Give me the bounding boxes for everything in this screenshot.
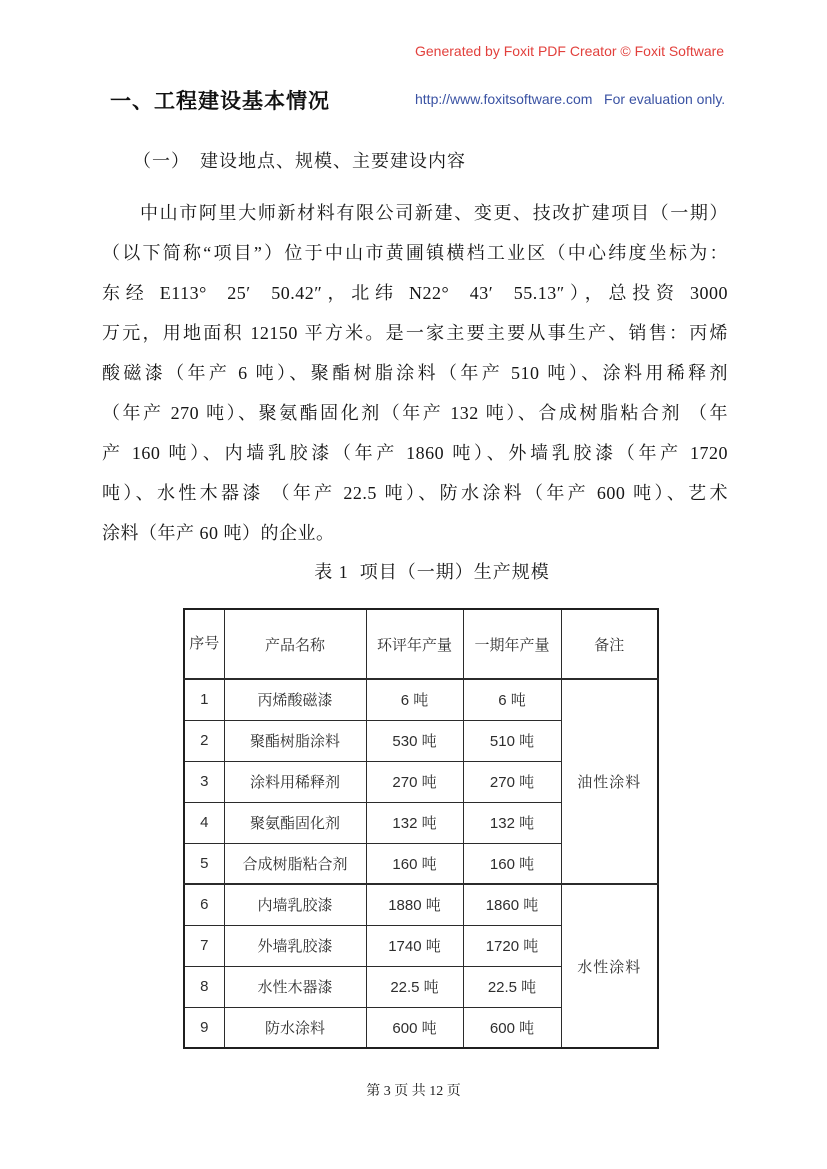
- header-product-name: 产品名称: [224, 609, 366, 679]
- section-heading: 一、工程建设基本情况: [110, 90, 330, 113]
- paragraph-line: 涂料（年产 60 吨）的企业。: [102, 523, 335, 543]
- table-caption: 表 1 项目（一期）生产规模: [314, 562, 550, 582]
- paragraph-line: 东经 E113° 25′ 50.42″，北纬 N22° 43′ 55.13″），总投资 3000: [102, 283, 728, 303]
- cell-product: 防水涂料: [224, 1007, 366, 1048]
- cell-serial: 8: [184, 966, 224, 1007]
- table-row: [184, 679, 658, 720]
- cell-phase1-output: 600 吨: [463, 1007, 561, 1048]
- cell-eia-output: 1740 吨: [366, 925, 463, 966]
- cell-phase1-output: 270 吨: [463, 761, 561, 802]
- cell-serial: 2: [184, 720, 224, 761]
- cell-eia-output: 22.5 吨: [366, 966, 463, 1007]
- cell-serial: 5: [184, 843, 224, 884]
- cell-product: 丙烯酸磁漆: [224, 679, 366, 720]
- credit-line-generated-by: Generated by Foxit PDF Creator © Foxit Software: [415, 43, 725, 59]
- table-row: [184, 884, 658, 925]
- header-phase1-annual-output: 一期年产量: [463, 609, 561, 679]
- header-serial-number: 序号: [184, 609, 224, 679]
- cell-phase1-output: 510 吨: [463, 720, 561, 761]
- cell-serial: 4: [184, 802, 224, 843]
- page-number: 第 3 页 共 12 页: [366, 1084, 461, 1099]
- cell-phase1-output: 1720 吨: [463, 925, 561, 966]
- cell-eia-output: 600 吨: [366, 1007, 463, 1048]
- cell-eia-output: 270 吨: [366, 761, 463, 802]
- table-header-row: [184, 609, 658, 679]
- header-remark: 备注: [561, 609, 658, 679]
- cell-product: 聚酯树脂涂料: [224, 720, 366, 761]
- cell-product: 外墙乳胶漆: [224, 925, 366, 966]
- header-eia-annual-output: 环评年产量: [366, 609, 463, 679]
- cell-phase1-output: 1860 吨: [463, 884, 561, 925]
- cell-eia-output: 160 吨: [366, 843, 463, 884]
- cell-product: 水性木器漆: [224, 966, 366, 1007]
- paragraph-line: （以下简称“项目”）位于中山市黄圃镇横档工业区（中心纬度坐标为：: [102, 243, 728, 263]
- cell-product: 聚氨酯固化剂: [224, 802, 366, 843]
- cell-remark-water-based: 水性涂料: [561, 884, 658, 1048]
- paragraph-line: 万元，用地面积 12150 平方米。是一家主要主要从事生产、销售：丙烯: [102, 323, 728, 343]
- cell-phase1-output: 22.5 吨: [463, 966, 561, 1007]
- cell-product: 内墙乳胶漆: [224, 884, 366, 925]
- cell-phase1-output: 6 吨: [463, 679, 561, 720]
- cell-product: 合成树脂粘合剂: [224, 843, 366, 884]
- body-paragraph: [102, 193, 728, 553]
- paragraph-line: 产 160 吨）、内墙乳胶漆（年产 1860 吨）、外墙乳胶漆（年产 1720: [102, 443, 728, 463]
- pdf-credit-watermark: [415, 11, 725, 139]
- cell-product: 涂料用稀释剂: [224, 761, 366, 802]
- cell-eia-output: 6 吨: [366, 679, 463, 720]
- cell-serial: 9: [184, 1007, 224, 1048]
- cell-phase1-output: 132 吨: [463, 802, 561, 843]
- cell-remark-oil-based: 油性涂料: [561, 679, 658, 884]
- subsection-heading: （一） 建设地点、规模、主要建设内容: [133, 151, 466, 171]
- credit-line-url: http://www.foxitsoftware.com For evaluation only.: [415, 91, 726, 107]
- cell-eia-output: 1880 吨: [366, 884, 463, 925]
- cell-phase1-output: 160 吨: [463, 843, 561, 884]
- paragraph-line: 酸磁漆（年产 6 吨）、聚酯树脂涂料（年产 510 吨）、涂料用稀释剂: [102, 363, 728, 383]
- production-scale-table: [183, 608, 659, 1049]
- paragraph-line: （年产 270 吨）、聚氨酯固化剂（年产 132 吨）、合成树脂粘合剂 （年: [102, 403, 728, 423]
- paragraph-line: 吨）、水性木器漆 （年产 22.5 吨）、防水涂料（年产 600 吨）、艺术: [102, 483, 728, 503]
- cell-serial: 6: [184, 884, 224, 925]
- cell-serial: 1: [184, 679, 224, 720]
- paragraph-line: 中山市阿里大师新材料有限公司新建、变更、技改扩建项目（一期）: [140, 203, 728, 223]
- cell-serial: 7: [184, 925, 224, 966]
- cell-eia-output: 530 吨: [366, 720, 463, 761]
- cell-eia-output: 132 吨: [366, 802, 463, 843]
- cell-serial: 3: [184, 761, 224, 802]
